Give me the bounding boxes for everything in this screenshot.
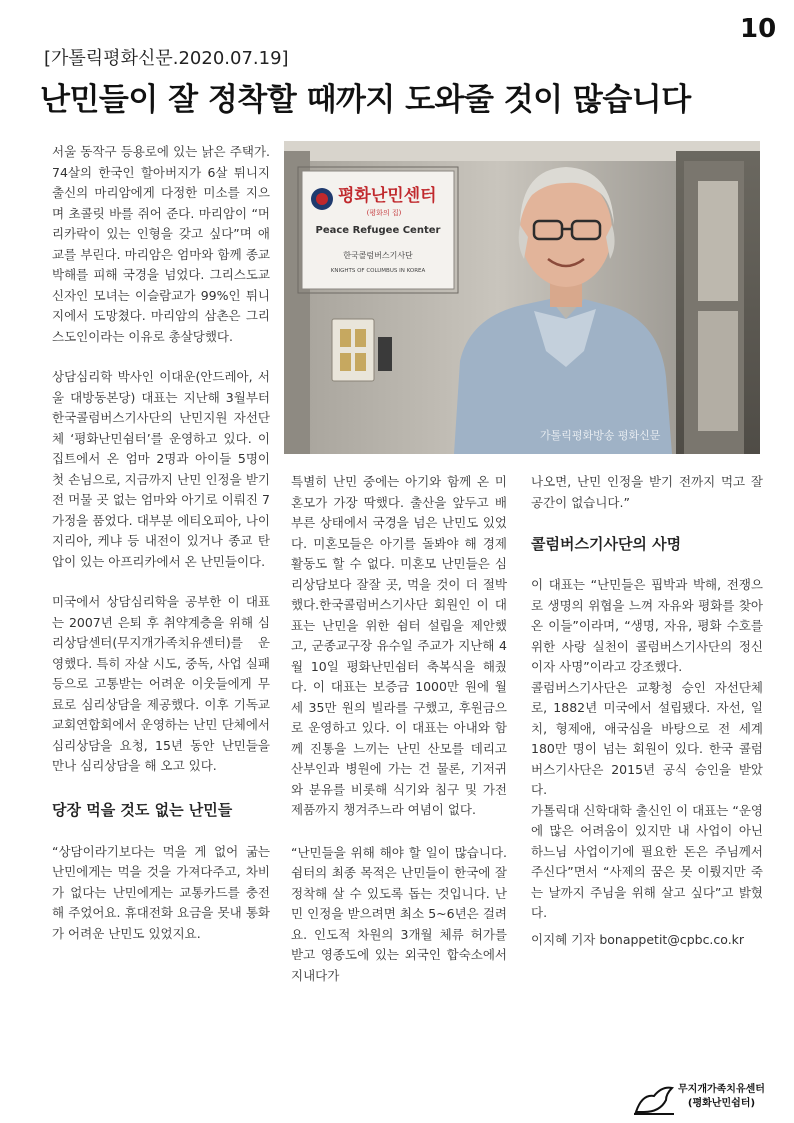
page-number: 10 — [740, 14, 777, 44]
article-photo — [284, 141, 760, 454]
source-line: [가톨릭평화신문.2020.07.19] — [44, 48, 289, 69]
paragraph: 가톨릭대 신학대학 출신인 이 대표는 “운영에 많은 어려움이 있지만 내 사업이 아닌 하느님 사업이기에 필요한 돈은 주님께서 주신다”면서 “사제의 꿈은 못 이뤘지만 죽는 날까지 주님을 위해 살고 싶다”고 밝혔다. — [531, 802, 763, 920]
logo-text — [678, 1083, 765, 1111]
logo-line-2: (평화난민쉼터) — [687, 1098, 756, 1109]
article-column-1 — [52, 142, 270, 944]
article-column-3 — [531, 472, 763, 950]
headline: 난민들이 잘 정착할 때까지 도와줄 것이 많습니다 — [40, 82, 691, 118]
photo-watermark: 가톨릭평화방송 평화신문 — [540, 429, 661, 442]
sign-org-english: KNIGHTS OF COLUMBUS IN KOREA — [330, 268, 426, 274]
sign-english: Peace Refugee Center — [315, 225, 441, 236]
paragraph: 미국에서 상담심리학을 공부한 이 대표는 2007년 은퇴 후 취약계층을 위해 심리상담센터(무지개가족치유센터)를 운영했다. 특히 자살 시도, 중독, 사업 실패 등으로 고통받는 어려운 이웃들에게 무료로 심리상담을 제공했다. 이후 기독교교회연합회에서 운영하는 난민 단체에서 심리상담을 요청, 15년 동안 난민들을 만나 심리상담을 해 오고 있다. — [52, 594, 270, 773]
paragraph: 서울 동작구 등용로에 있는 낡은 주택가. 74살의 한국인 할아버지가 6살 튀니지 출신의 마리암에게 다정한 미소를 지으며 초콜릿 바를 쥐어 준다. 마리암이 “머리카락이 있는 인형을 갖고 싶다”며 애교를 부린다. 마리암은 엄마와 함께 종교 박해를 피해 국경을 넘었다. 그리스도교 신자인 모녀는 이슬람교가 99%인 튀니지에서 도망쳤다. 마리암의 삼촌은 그리스도인이라는 이유로 총살당했다. — [52, 144, 270, 344]
paragraph: 콜럼버스기사단은 교황청 승인 자선단체로, 1882년 미국에서 설립됐다. 자선, 일치, 형제애, 애국심을 바탕으로 전 세계 180만 명이 넘는 회원이 있다. 한국 콜럼버스기사단은 2015년 공식 승인을 받았다. — [531, 679, 763, 797]
byline: 이지혜 기자 bonappetit@cpbc.co.kr — [531, 931, 745, 947]
sign-org: 한국콜럼버스기사단 — [343, 251, 413, 260]
paragraph: 나오면, 난민 인정을 받기 전까지 먹고 잘 공간이 없습니다.” — [531, 474, 763, 510]
photo-illustration — [284, 141, 760, 454]
section-heading: 콜럼버스기사단의 사명 — [531, 535, 682, 553]
paragraph: “상담이라기보다는 먹을 게 없어 굶는 난민에게는 먹을 것을 가져다주고, 차비가 없다는 난민에게는 교통카드를 충전해 주었어요. 휴대전화 요금을 못내 통화가 어려운 난민도 있었지요. — [52, 843, 270, 941]
paragraph: “난민들을 위해 해야 할 일이 많습니다. 쉼터의 최종 목적은 난민들이 한국에 잘 정착해 살 수 있도록 돕는 것입니다. 난민 인정을 받으려면 최소 5~6년은 걸려요. 인도적 차원의 3개월 체류 허가를 받고 영종도에 있는 외국인 합숙소에서 지내다가 — [291, 844, 507, 983]
paragraph: 상담심리학 박사인 이대운(안드레아, 서울 대방동본당) 대표는 지난해 3월부터 한국콜럼버스기사단의 난민지원 자선단체 ‘평화난민쉼터’를 운영하고 있다. 이집트에서 온 엄마 2명과 아이들 5명이 첫 손님으로, 지금까지 난민 인정을 받기 전 머물 곳 없는 엄마와 아기로 이뤄진 7가정을 품었다. 대부분 에티오피아, 나이지리아, 케냐 등 내전이 있거나 종교 탄압이 있는 아프리카에서 온 난민들이다. — [52, 369, 270, 569]
logo-line-1: 무지개가족치유센터 — [678, 1084, 765, 1095]
sign-subtitle: (평화의 집) — [366, 209, 402, 217]
section-heading: 당장 먹을 것도 없는 난민들 — [52, 800, 233, 819]
dove-icon — [632, 1082, 676, 1118]
footer-logo — [632, 1082, 782, 1118]
article-column-2 — [291, 472, 507, 986]
paragraph: 이 대표는 “난민들은 핍박과 박해, 전쟁으로 생명의 위협을 느껴 자유와 평화를 찾아온 이들”이라며, “생명, 자유, 평화 수호를 위한 사랑 실천이 콜럼버스기사단의 정신이자 사명”이라고 강조했다. — [531, 577, 763, 674]
sign-title: 평화난민센터 — [338, 186, 437, 206]
paragraph: 특별히 난민 중에는 아기와 함께 온 미혼모가 가장 딱했다. 출산을 앞두고 배부른 상태에서 국경을 넘은 난민도 있었다. 미혼모들은 아기를 돌봐야 해 경제활동도 할 수 없다. 미혼모 난민들은 심리상담보다 잘잘 곳, 먹을 것이 더 절박했다.한국콜럼버스기사단 회원인 이 대표는 난민을 위한 쉼터 설립을 제안했고, 군종교구장 유수일 주교가 지난해 4월 10일 평화난민쉼터 축복식을 해줬다. 이 대표는 보증금 1000만 원에 월세 35만 원의 빌라를 구했고, 후원금으로 운영하고 있다. 이 대표는 아내와 함께 진통을 느끼는 난민 산모를 데리고 산부인과 병원에 가는 건 물론, 기저귀와 분유를 비롯해 식기와 침구 및 가전제품까지 챙겨주느라 여념이 없다. — [291, 474, 507, 817]
